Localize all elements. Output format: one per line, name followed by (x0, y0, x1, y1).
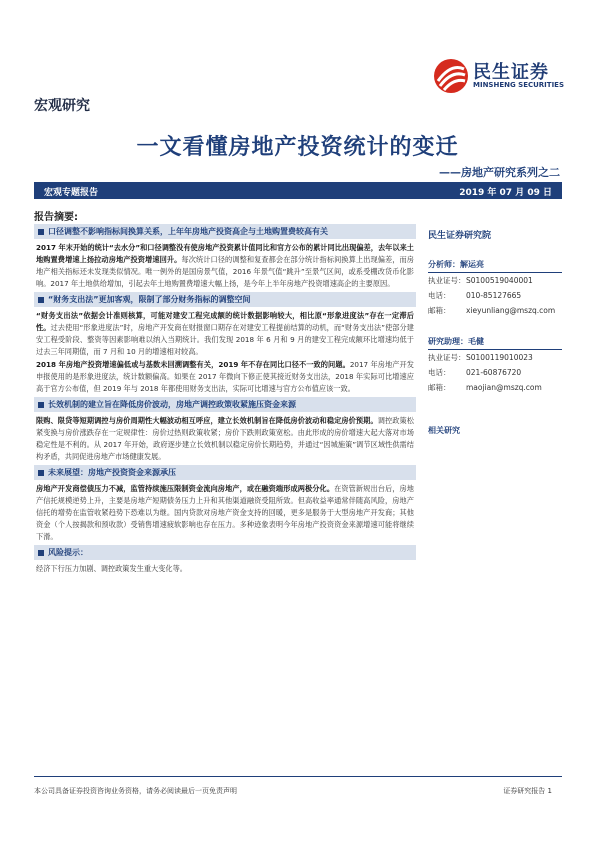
footer-divider (34, 776, 562, 777)
paragraph: “财务支出法”依据会计准则核算，可能对建安工程完成额的统计数据影响较大，相比原“形象进度法”存在一定滞后性。过去使用“形象进度法”时，房地产开发商在财报窗口期存在对建安工程提前结算的动机，而“财务支出法”使部分建安工程受阶段、整资等因素影响难以纳入当期统计。我们发现 2018 年 6 月和 9 月的建安工程完成额环比增速均低于过去三年同期值，而 7 月和 10 月的增速相对较高。 (36, 311, 414, 356)
section-title: 风险提示： (34, 545, 416, 560)
analyst-info-row: 执业证号： S0100519040001 (428, 276, 533, 285)
analyst-info-row: 邮箱： xieyunliang@mszq.com (428, 306, 556, 315)
report-subtitle: ——房地产研究系列之二 (439, 166, 560, 179)
logo-mark-icon (432, 57, 470, 95)
report-category: 宏观研究 (34, 98, 90, 114)
section-title: 未来展望：房地产投资资金来源承压 (34, 465, 416, 480)
section-title: 长效机制的建立旨在降低房价波动，房地产调控政策收紧施压资金来源 (34, 397, 416, 412)
square-bullet-icon (38, 402, 44, 408)
related-research-heading: 相关研究 (428, 426, 460, 435)
square-bullet-icon (38, 297, 44, 303)
footer-page-info: 证券研究报告 1 (503, 787, 552, 795)
analyst-info-row: 电话： 010-85127665 (428, 291, 522, 300)
sidebar (428, 222, 562, 436)
analyst-info-row: 执业证号： S0100119010023 (428, 353, 533, 362)
section-title: “财务支出法”更加客观，限制了部分财务指标的调整空间 (34, 292, 416, 307)
report-title: 一文看懂房地产投资统计的变迁 (136, 135, 459, 160)
logo-name: 民生证券 (473, 62, 549, 83)
analyst-info-row: 邮箱： maojian@mszq.com (428, 383, 542, 392)
footer-disclaimer: 本公司具备证券投资咨询业务资格，请务必阅读最后一页免责声明 (34, 787, 237, 795)
paragraph: 经济下行压力加剧、调控政策发生重大变化等。 (36, 564, 187, 573)
square-bullet-icon (38, 470, 44, 476)
analyst-heading: 研究助理：毛健 (428, 336, 562, 350)
logo-name-en: MINSHENG SECURITIES (473, 81, 564, 89)
square-bullet-icon (38, 550, 44, 556)
report-date: 2019 年 07 月 09 日 (459, 188, 552, 198)
paragraph: 2018 年房地产投资增速偏低或与基数未回溯调整有关，2019 年不存在同比口径不一致的问题。2017 年房地产开发申报使用的是形象进度法，统计数额偏高。如果在 2017 年微向下修正使其接近财务支出法，2018 年实际可比增速应高于官方公布值，但 2019 年与 2018 年都使用财务支出法，实际可比增速与官方公布值应该一致。 (36, 360, 414, 393)
section-title: 口径调整不影响指标间换算关系，上年年房地产投资高企与土地购置费较高有关 (34, 224, 416, 239)
abstract-heading: 报告摘要: (34, 212, 78, 223)
analyst-heading: 分析师：解运亮 (428, 259, 562, 273)
analyst-info-row: 电话： 021-60876720 (428, 368, 522, 377)
square-bullet-icon (38, 229, 44, 235)
abstract-body (34, 222, 416, 576)
paragraph: 房地产开发商偿债压力不减，监管持续施压限制资金流向房地产，或在融资端形成两极分化。在资管新规出台后，房地产信托规模逆势上升，主要是房地产短期债务压力上升和其他渠道融资受阻所致。但高收益率通常伴随高风险，房地产信托的增势在监管收紧趋势下恐难以为继。国内贷款对房地产资金支持的回暖，更多是服务于大型房地产开发商；其他资金（个人按揭款和预收款）受销售增速疲软影响也存在压力。多种迹象表明今年房地产投资资金来源增速可能将继续下滑。 (36, 484, 414, 541)
institute-name: 民生证券研究院 (428, 231, 492, 241)
report-kind: 宏观专题报告 (44, 188, 99, 198)
paragraph: 2017 年末开始的统计“去水分”和口径调整没有使房地产投资累计值同比和官方公布的累计同比出现偏差，去年以来土地购置费增速上扬拉动房地产投资增速回升。每次统计口径的调整和复查都会在部分统计指标间换算上出现偏差，而房地产相关指标还未发现类似情况。唯一例外的是国房景气值，2016 年景气值“跳升”至景气区间，或系受棚改货币化影响。2017 年土地供给增加，引起去年土地购置费增速大幅上扬，是今年上半年房地产投资增速高企的主要原因。 (36, 243, 414, 288)
paragraph: 限购、限贷等短期调控与房价周期性大幅波动相互呼应，建立长效机制旨在降低房价波动和稳定房价预期。调控政策松紧变换与房价涨跌存在一定规律性：房价过热则政策收紧；房价下跌则政策宽松。由此形成的房价增速大起大落对市场稳定性是不利的。从 2017 年开始，政府逐步建立长效机制以稳定房价长期趋势，并通过“因城施策”调节区域性供需结构矛盾，共同促进房地产市场健康发展。 (36, 416, 414, 461)
